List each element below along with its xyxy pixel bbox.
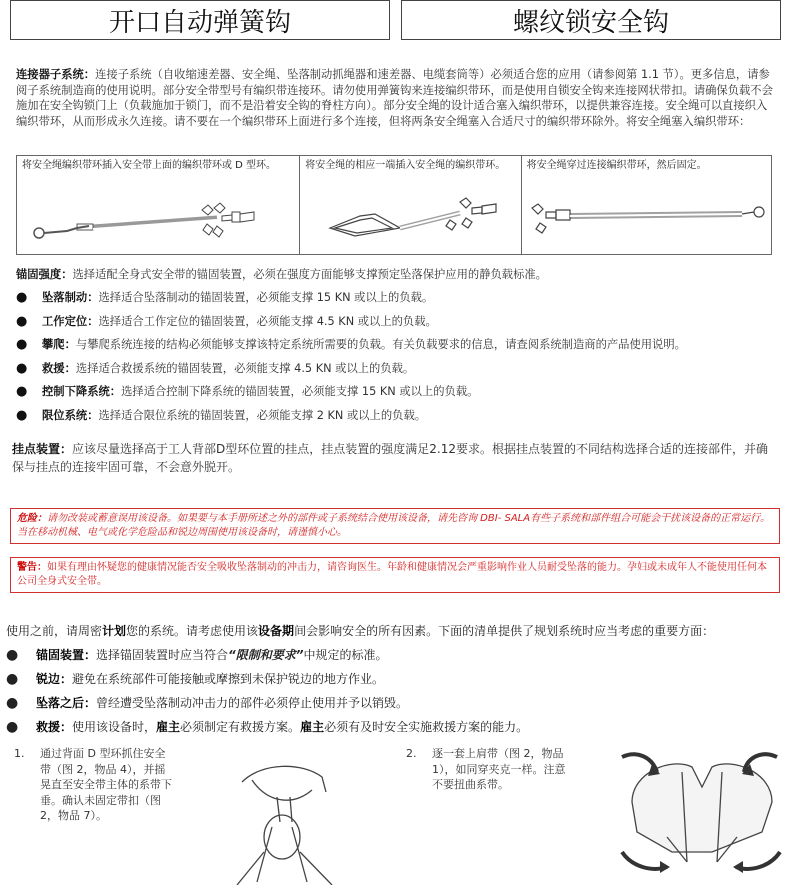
item-bold: 雇主 bbox=[156, 720, 181, 734]
connector-label: 连接器子系统： bbox=[16, 68, 96, 81]
connector-paragraph bbox=[16, 67, 776, 129]
item-text: 必须有及时安全实施救援方案的能力。 bbox=[324, 720, 529, 734]
step-2-number: 2. bbox=[406, 747, 417, 760]
list-item bbox=[16, 290, 776, 314]
danger-box bbox=[10, 508, 780, 544]
list-item bbox=[6, 671, 790, 695]
list-item bbox=[6, 719, 790, 743]
step-2-line: 不要扭曲系带。 bbox=[432, 778, 509, 791]
list-item bbox=[16, 384, 776, 408]
danger-text: 请勿改装或蓄意误用该设备。如果要与本手册所述之外的部件或子系统结合使用该设备，请先咨询 DBI- SALA有些子系统和部件组合可能会干扰该设备的正常运行。当在移动机械、电气或化学危险品和锐边周围使用该设备时，请谨慎小心。 bbox=[17, 513, 771, 538]
item-text: 选择适合控制下降系统的锚固装置，必须能支撑 15 KN 或以上的负载。 bbox=[121, 385, 479, 398]
anchorage-label: 锚固强度： bbox=[16, 268, 73, 281]
item-label: 控制下降系统： bbox=[42, 385, 122, 398]
danger-label: 危险： bbox=[17, 513, 47, 524]
item-text: 选择适合坠落制动的锚固装置，必须能支撑 15 KN 或以上的负载。 bbox=[98, 291, 434, 304]
item-text: 与攀爬系统连接的结构必须能够支撑该特定系统所需要的负载。有关负载要求的信息，请查阅系统制造商的产品使用说明。 bbox=[75, 338, 686, 351]
putting-on-shoulder-straps-illustration bbox=[612, 742, 790, 885]
step-cell-2-text: 将安全绳的相应一端插入安全绳的编织带环。 bbox=[305, 160, 506, 171]
tiedown-label: 挂点装置： bbox=[12, 442, 73, 456]
item-emphasis: “限制和要求” bbox=[228, 648, 304, 662]
item-label: 工作定位： bbox=[42, 314, 99, 328]
item-label: 坠落制动： bbox=[42, 291, 99, 304]
list-item bbox=[6, 647, 790, 671]
tiedown-paragraph bbox=[12, 440, 778, 476]
intro-text: 间会影响安全的所有因素。下面的清单提供了规划系统时应当考虑的重要方面： bbox=[294, 624, 715, 638]
anchorage-text: 选择适配全身式安全带的锚固装置，必须在强度方面能够支撑预定坠落保护应用的静负载标准。 bbox=[72, 268, 547, 281]
item-label: 坠落之后： bbox=[36, 696, 97, 710]
connector-text: 连接子系统（自收缩速差器、安全绳、坠落制动抓绳器和速差器、电缆套筒等）必须适合您的应用（请参阅第 1.1 节）。更多信息，请参阅子系统制造商的使用说明。部分安全带型号有编织带连接环。请勿使用弹簧钩来连接编织带环，而是使用自锁安全钩来连接网状带扣。请确保负载不会施加在安全钩锁门上（负载施加于锁门，而不是沿着安全钩的脊柱方向）。部分安全绳的设计适合塞入编织带环，以提供兼容连接。安全绳可以直接织入编织带环，从而形成永久连接。请不要在一个编织带环上面进行多个连接，但将两条安全绳塞入合适尺寸的编织带环除外。将安全绳塞入编织带环： bbox=[16, 68, 773, 128]
warning-box bbox=[10, 557, 780, 593]
intro-text: 使用之前，请周密 bbox=[6, 624, 103, 638]
item-label: 锚固装置： bbox=[36, 648, 97, 662]
item-bold: 雇主 bbox=[300, 720, 325, 734]
intro-bold: 计划 bbox=[102, 624, 127, 638]
step-cell-2 bbox=[300, 156, 521, 254]
anchorage-paragraph bbox=[16, 267, 776, 283]
step-1-line: 垂。确认未固定带扣（图 bbox=[40, 793, 161, 807]
step-cell-3-text: 将安全绳穿过连接编织带环，然后固定。 bbox=[526, 160, 707, 171]
bullet-icon: ● bbox=[6, 695, 19, 711]
bullet-icon: ● bbox=[16, 337, 28, 352]
step-1-line: 通过背面 D 型环抓住安全 bbox=[40, 747, 166, 760]
step-cell-3 bbox=[522, 156, 771, 254]
item-text: 选择适合限位系统的锚固装置，必须能支撑 2 KN 或以上的负载。 bbox=[98, 408, 427, 422]
item-text: 选择适合救援系统的锚固装置，必须能支撑 4.5 KN 或以上的负载。 bbox=[75, 361, 415, 375]
list-item bbox=[16, 314, 776, 338]
item-text: 避免在系统部件可能接触或摩擦到未保护锐边的地方作业。 bbox=[72, 672, 385, 686]
bullet-icon: ● bbox=[16, 360, 28, 376]
item-text: 使用该设备时， bbox=[72, 720, 157, 734]
item-text: 选择锚固装置时应当符合 bbox=[96, 648, 229, 662]
item-text: 中规定的标准。 bbox=[303, 648, 388, 662]
step-2-line: 逐一套上肩带（图 2，物品 bbox=[432, 747, 564, 760]
item-label: 攀爬： bbox=[42, 338, 76, 351]
step-2-text bbox=[432, 746, 622, 793]
item-text: 曾经遭受坠落制动冲击力的部件必须停止使用并予以销毁。 bbox=[96, 696, 409, 710]
bullet-icon: ● bbox=[6, 647, 19, 663]
step-1-text bbox=[40, 746, 220, 824]
intro-bold: 设备期 bbox=[258, 624, 295, 638]
planning-list bbox=[6, 647, 790, 743]
item-text: 选择适合工作定位的锚固装置，必须能支撑 4.5 KN 或以上的负载。 bbox=[98, 314, 437, 328]
tiedown-text: 应该尽量选择高于工人背部D型环位置的挂点，挂点装置的强度满足2.12要求。根据挂点装置的不同结构选择合适的连接部件，并确保与挂点的连接牢固可靠，不会意外脱开。 bbox=[12, 442, 768, 474]
item-label: 救援： bbox=[36, 720, 73, 734]
step-2-line: 1），如同穿夹克一样。注意 bbox=[432, 762, 566, 776]
warning-label: 警告： bbox=[17, 562, 47, 573]
list-item bbox=[6, 695, 790, 719]
bullet-icon: ● bbox=[16, 407, 28, 423]
step-cell-1 bbox=[17, 156, 300, 254]
step-1-line: 带（图 2，物品 4），并摇 bbox=[40, 762, 166, 776]
bullet-icon: ● bbox=[6, 671, 19, 687]
lanyard-end-insert-illustration bbox=[300, 188, 522, 248]
item-label: 锐边： bbox=[36, 672, 73, 686]
lanyard-thread-illustration bbox=[522, 188, 772, 248]
item-label: 限位系统： bbox=[42, 408, 99, 422]
list-item bbox=[16, 337, 776, 361]
item-label: 救援： bbox=[42, 361, 76, 375]
step-cell-1-text: 将安全绳编织带环插入安全带上面的编织带环或 D 型环。 bbox=[22, 160, 277, 171]
lanyard-steps-table bbox=[16, 155, 772, 255]
step-1-line: 晃直至安全带主体的系带下 bbox=[40, 778, 172, 791]
planning-intro bbox=[6, 622, 790, 639]
header-title-screw-lock-hook: 螺纹锁安全钩 bbox=[401, 0, 781, 40]
lanyard-insert-illustration bbox=[17, 198, 301, 248]
bullet-icon: ● bbox=[16, 313, 28, 329]
header-title-snap-hook: 开口自动弹簧钩 bbox=[10, 0, 390, 40]
step-1-line: 2，物品 7）。 bbox=[40, 809, 107, 822]
list-item bbox=[16, 361, 776, 385]
item-text: 必须制定有救援方案。 bbox=[180, 720, 301, 734]
bullet-icon: ● bbox=[6, 719, 19, 735]
intro-text: 您的系统。请考虑使用该 bbox=[126, 624, 259, 638]
warning-text: 如果有理由怀疑您的健康情况能否安全吸收坠落制动的冲击力，请咨询医生。年龄和健康情况会严重影响作业人员耐受坠落的能力。孕妇或未成年人不能使用任何本公司全身式安全带。 bbox=[17, 562, 767, 587]
list-item bbox=[16, 408, 776, 432]
bullet-icon: ● bbox=[16, 384, 28, 399]
bullet-icon: ● bbox=[16, 290, 28, 305]
anchorage-list bbox=[16, 290, 776, 431]
step-1-number: 1. bbox=[14, 747, 25, 760]
hand-holding-d-ring-illustration bbox=[222, 752, 342, 885]
